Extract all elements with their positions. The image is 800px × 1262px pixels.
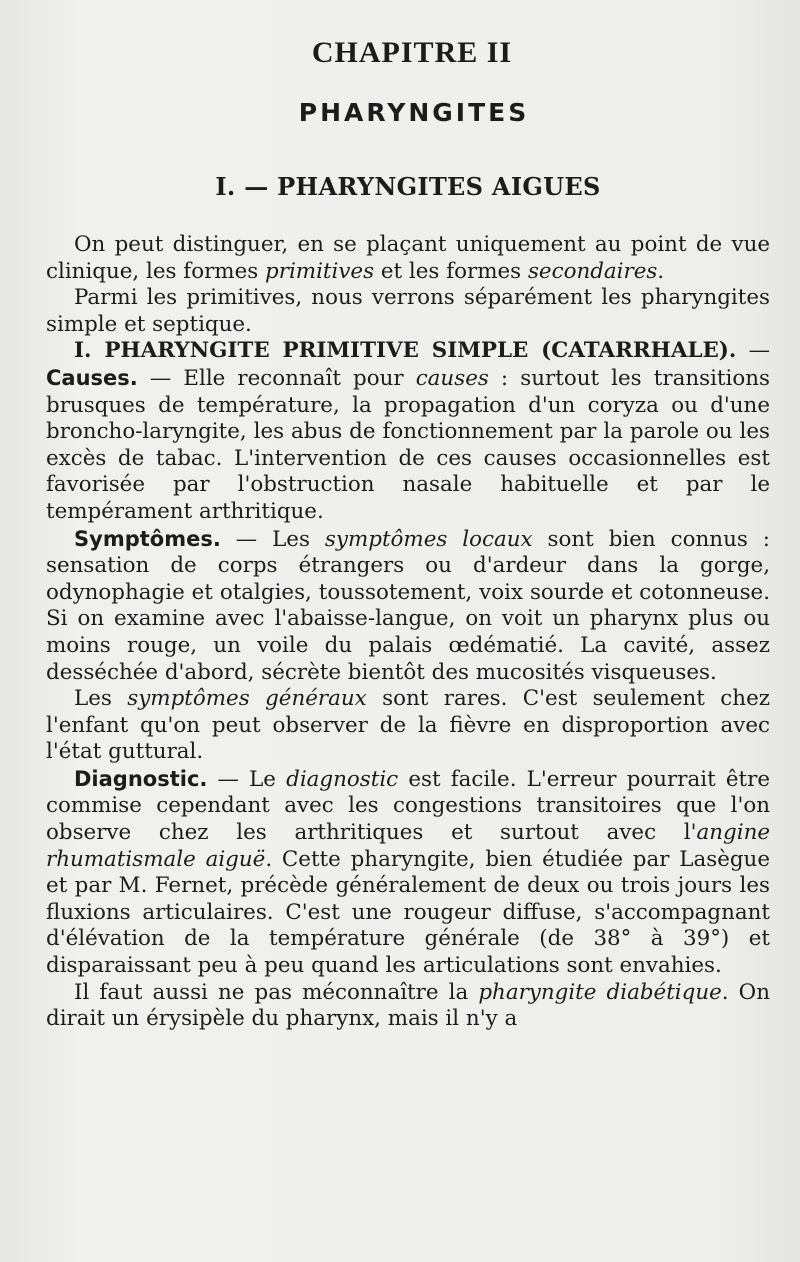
text-run: sont bien connus : sensation de corps étrangers ou d'ardeur dans la gorge, odynophagie et otalgies, toussotement, voix sourde et cotonneuse. Si on examine avec l'abaisse-langue, on voit un pharynx plus ou moins rouge, un voile du palais œdématié. La cavité, assez desséchée d'abord, sécrète bientôt des mucosités visqueuses. [46,526,770,685]
paragraph-symptomes-generaux [46,686,770,766]
label-symptomes: Symptômes. [74,526,221,551]
chapter-heading: CHAPITRE II [311,36,513,69]
emphasis-causes: causes [415,365,489,391]
text-run: — [748,338,770,364]
paragraph-symptomes [46,526,770,687]
emphasis-diagnostic: diagnostic [286,766,399,792]
emphasis-pharyngite-diabetique: pharyngite diabétique [478,979,722,1005]
section-title: PHARYNGITES [298,98,530,127]
emphasis-primitives: primitives [265,258,375,284]
text-run: Il faut aussi ne pas méconnaître la [74,979,479,1005]
text-run: Les [74,686,128,712]
paragraph-diagnostic [46,766,770,980]
text-run: . [657,258,665,284]
body-text [46,232,770,1033]
paragraph-primitives [46,285,770,338]
emphasis-symptomes-locaux: symptômes locaux [324,526,533,552]
text-run: Parmi les primitives, nous verrons séparément les pharyngites simple et septique. [46,285,770,337]
text-run: — Le [207,766,287,792]
emphasis-angine-rhumatismale: angine rhumatismale aiguë [46,820,770,872]
paragraph-intro [46,232,770,285]
text-run: . On dirait un érysipèle du pharynx, mais il n'y a [46,979,770,1032]
paragraph-pharyngite-diabetique [46,980,770,1033]
subheading-pharyngite-simple: I. PHARYNGITE PRIMITIVE SIMPLE (CATARRHALE). [74,338,737,364]
text-run: est facile. L'erreur pourrait être commise cependant avec les congestions transitoires que l'on observe chez les arthritiques et surtout avec l' [46,766,770,846]
paragraph-causes [46,338,770,525]
emphasis-secondaires: secondaires [527,258,658,284]
text-run: — Elle reconnaît pour [137,365,416,391]
subsection-title: I. — PHARYNGITES AIGUES [215,172,601,201]
text-run: sont rares. C'est seulement chez l'enfant qu'on peut observer de la fièvre en disproportion avec l'état guttural. [46,686,770,765]
label-causes: Causes. [46,365,138,390]
text-run: et les formes [374,258,528,284]
text-run: : surtout les transitions brusques de température, la propagation d'un coryza ou d'une broncho-laryngite, les abus de fonctionnement par la parole ou les excès de tabac. L'intervention de ces causes occasionnelles est favorisée par l'obstruction nasale habituelle et par le tempérament arthritique. [46,365,770,524]
emphasis-symptomes-generaux: symptômes généraux [127,686,367,712]
label-diagnostic: Diagnostic. [74,766,208,791]
text-run: On peut distinguer, en se plaçant uniquement au point de vue clinique, les formes [46,232,770,284]
text-run: — Les [220,526,325,552]
text-run: . Cette pharyngite, bien étudiée par Lasègue et par M. Fernet, précède généralement de deux ou trois jours les fluxions articulaires. C'est une rougeur diffuse, s'accompagnant d'élévation de la température générale (de 38° à 39°) et disparaissant peu à peu quand les articulations sont envahies. [46,846,770,979]
